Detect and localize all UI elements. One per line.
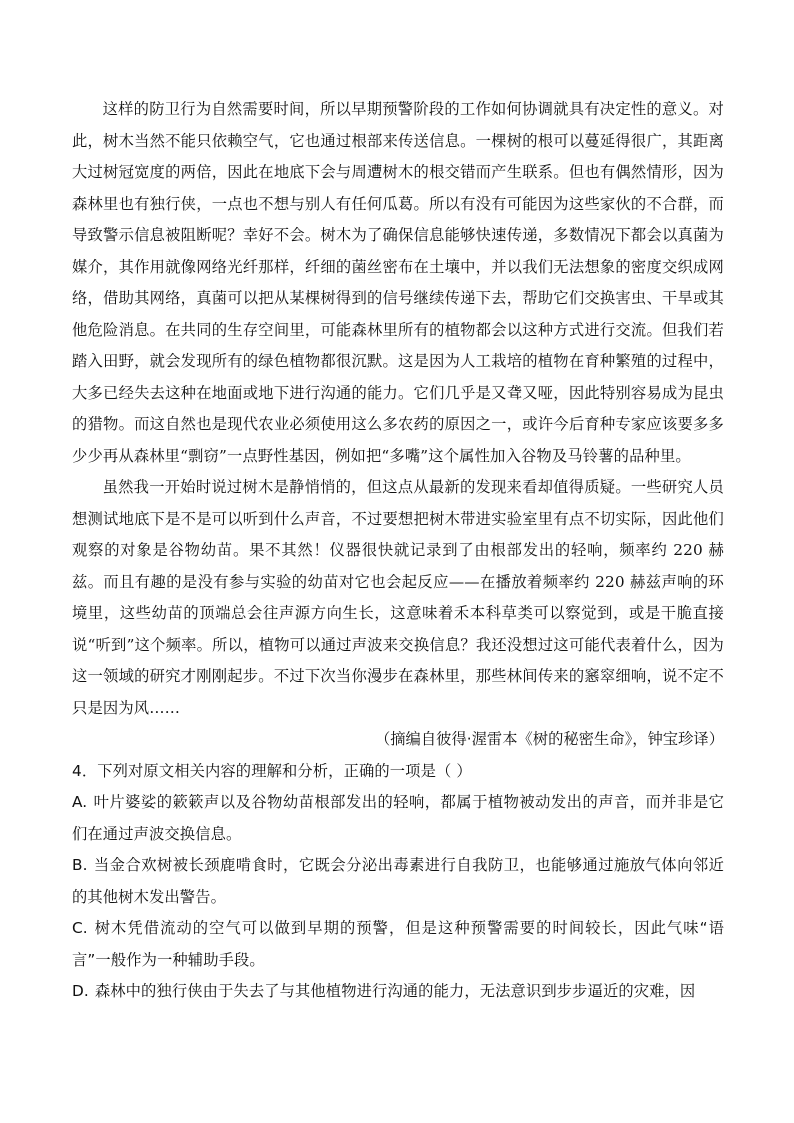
option-letter: C. (72, 919, 88, 937)
document-page (72, 94, 724, 1008)
option-d (72, 976, 724, 1008)
passage-paragraph-1: 这样的防卫行为自然需要时间，所以早期预警阶段的工作如何协调就具有决定性的意义。对此，树木当然不能只依赖空气，它也通过根部来传送信息。一棵树的根可以蔓延得很广，其距离大过树冠宽度的两倍，因此在地底下会与周遭树木的根交错而产生联系。但也有偶然情形，因为森林里也有独行侠，一点也不想与别人有任何瓜葛。所以有没有可能因为这些家伙的不合群，而导致警示信息被阻断呢？幸好不会。树木为了确保信息能够快速传递，多数情况下都会以真菌为媒介，其作用就像网络光纤那样，纤细的菌丝密布在土壤中，并以我们无法想象的密度交织成网络，借助其网络，真菌可以把从某棵树得到的信号继续传递下去，帮助它们交换害虫、干旱或其他危险消息。在共同的生存空间里，可能森林里所有的植物都会以这种方式进行交流。但我们若踏入田野，就会发现所有的绿色植物都很沉默。这是因为人工栽培的植物在育种繁殖的过程中，大多已经失去这种在地面或地下进行沟通的能力。它们几乎是又聋又哑，因此特别容易成为昆虫的猎物。而这自然也是现代农业必须使用这么多农药的原因之一，或许今后育种专家应该要多多少少再从森林里“剽窃”一点野性基因，例如把“多嘴”这个属性加入谷物及马铃薯的品种里。 (72, 100, 724, 465)
option-text: 森林中的独行侠由于失去了与其他植物进行沟通的能力，无法意识到步步逼近的灾难，因 (94, 982, 696, 1000)
option-b (72, 850, 724, 913)
option-text: 当金合欢树被长颈鹿啃食时，它既会分泌出毒素进行自我防卫，也能够通过施放气体向邻近的其他树木发出警告。 (72, 856, 724, 906)
option-letter: D. (72, 982, 89, 1000)
passage-paragraph-2: 虽然我一开始时说过树木是静悄悄的，但这点从最新的发现来看却值得质疑。一些研究人员想测试地底下是不是可以听到什么声音，不过要想把树木带进实验室里有点不切实际，因此他们观察的对象是谷物幼苗。果不其然！仪器很快就记录到了由根部发出的轻响，频率约 220 赫兹。而且有趣的是没有参与实验的幼苗对它也会起反应——在播放着频率约 220 赫兹声响的环境里，这些幼苗的顶端总会往声源方向生长，这意味着禾本科草类可以察觉到，或是干脆直接说“听到”这个频率。所以，植物可以通过声波来交换信息？我还没想过这可能代表着什么，因为这一领域的研究才刚刚起步。不过下次当你漫步在森林里，那些林间传来的窸窣细响，说不定不只是因为风…… (72, 478, 724, 717)
option-text: 叶片婆娑的簌簌声以及谷物幼苗根部发出的轻响，都属于植物被动发出的声音，而并非是它们在通过声波交换信息。 (72, 793, 724, 843)
question-stem: 4．下列对原文相关内容的理解和分析，正确的一项是（ ） (72, 761, 472, 780)
option-text: 树木凭借流动的空气可以做到早期的预警，但是这种预警需要的时间较长，因此气味“语言”一般作为一种辅助手段。 (72, 919, 724, 969)
source-citation: （摘编自彼得·渥雷本《树的秘密生命》，钟宝珍译） (374, 730, 724, 748)
option-c (72, 913, 724, 976)
option-letter: A. (72, 793, 88, 811)
option-a (72, 787, 724, 850)
option-letter: B. (72, 856, 88, 874)
